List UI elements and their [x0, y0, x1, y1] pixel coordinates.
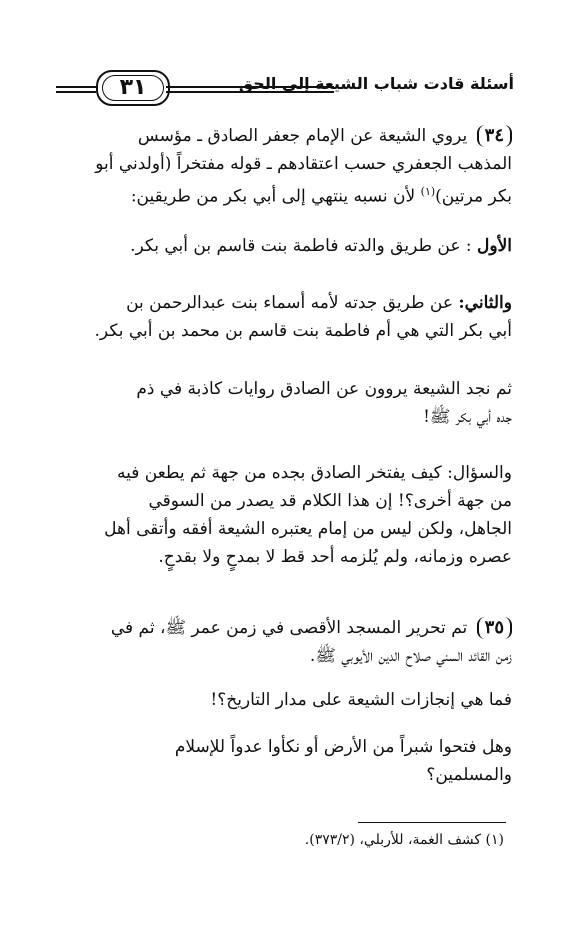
q35-line-2: زمن القائد السني صلاح الدين الأيوبي ﷺ.	[309, 646, 512, 666]
footnote-marker: (١)	[420, 185, 436, 198]
question-35	[58, 614, 512, 670]
q34-line-2: المذهب الجعفري حسب اعتقادهم ـ قوله مفتخراً (أولدني أبو	[95, 154, 512, 174]
question-number-badge: ٣٤	[477, 125, 512, 147]
second-path-line-2: أبي بكر التي هي أم فاطمة بنت قاسم بن محمد بن أبي بكر.	[94, 321, 512, 341]
page-number: ٣١	[96, 70, 170, 106]
footnote: (١) كشف الغمة، للأربلي، (٣٧٣/٢).	[304, 832, 504, 848]
first-path	[58, 232, 512, 260]
q35-line-3: فما هي إنجازات الشيعة على مدار التاريخ؟!	[210, 690, 512, 710]
paragraph-3	[58, 375, 512, 431]
para4-line-3: الجاهل، ولكن ليس من إمام يعتبره الشيعة أفقه وأتقى أهل	[104, 519, 512, 539]
q34-text-3b: لأن نسبه ينتهي إلى أبي بكر من طريقين:	[130, 186, 416, 207]
second-path-line-1	[58, 289, 512, 317]
paragraph-4	[58, 459, 512, 571]
second-path	[58, 289, 512, 345]
first-text: : عن طريق والدته فاطمة بنت قاسم بن أبي بكر.	[130, 236, 472, 256]
q34-text-1: يروي الشيعة عن الإمام جعفر الصادق ـ مؤسس	[137, 126, 468, 146]
q34-text-3a: بكر مرتين)	[435, 186, 512, 207]
para4-line-4: عصره وزمانه، ولم يُلزمه أحد قط لا بمدحٍ ولا بقدحٍ.	[158, 547, 512, 567]
second-label: والثاني:	[458, 293, 512, 313]
q34-line-3	[58, 178, 512, 211]
q35-line-1	[58, 614, 512, 642]
footnote-divider	[358, 822, 506, 823]
q35-text-1: تم تحرير المسجد الأقصى في زمن عمر ﷺ، ثم في	[110, 618, 468, 638]
q35-line-4: وهل فتحوا شبراً من الأرض أو نكأوا عدواً للإسلام	[174, 737, 512, 757]
page-header	[56, 66, 514, 106]
para3-line-2: جده أبي بكر ﷺ!	[423, 407, 512, 427]
q35-line-5: والمسلمين؟	[426, 765, 512, 785]
para3-line-1: ثم نجد الشيعة يروون عن الصادق روايات كاذبة في ذم	[136, 379, 512, 399]
para4-line-2: من جهة أخرى؟! إن هذا الكلام قد يصدر من السوقي	[148, 491, 512, 511]
second-text-1: عن طريق جدته لأمه أسماء بنت عبدالرحمن بن	[126, 293, 453, 313]
first-path-line	[58, 232, 512, 260]
q35-question	[58, 686, 512, 714]
para4-line-1: والسؤال: كيف يفتخر الصادق بجده من جهة ثم يطعن فيه	[117, 463, 512, 483]
running-title: أسئلة قادت شباب الشيعة إلى الحق	[238, 74, 514, 93]
q35-followup	[58, 733, 512, 789]
header-rule-left	[56, 86, 96, 95]
q34-line-1	[58, 122, 512, 150]
question-number-badge: ٣٥	[477, 617, 512, 639]
first-label: الأول	[477, 236, 512, 256]
question-34	[58, 122, 512, 211]
